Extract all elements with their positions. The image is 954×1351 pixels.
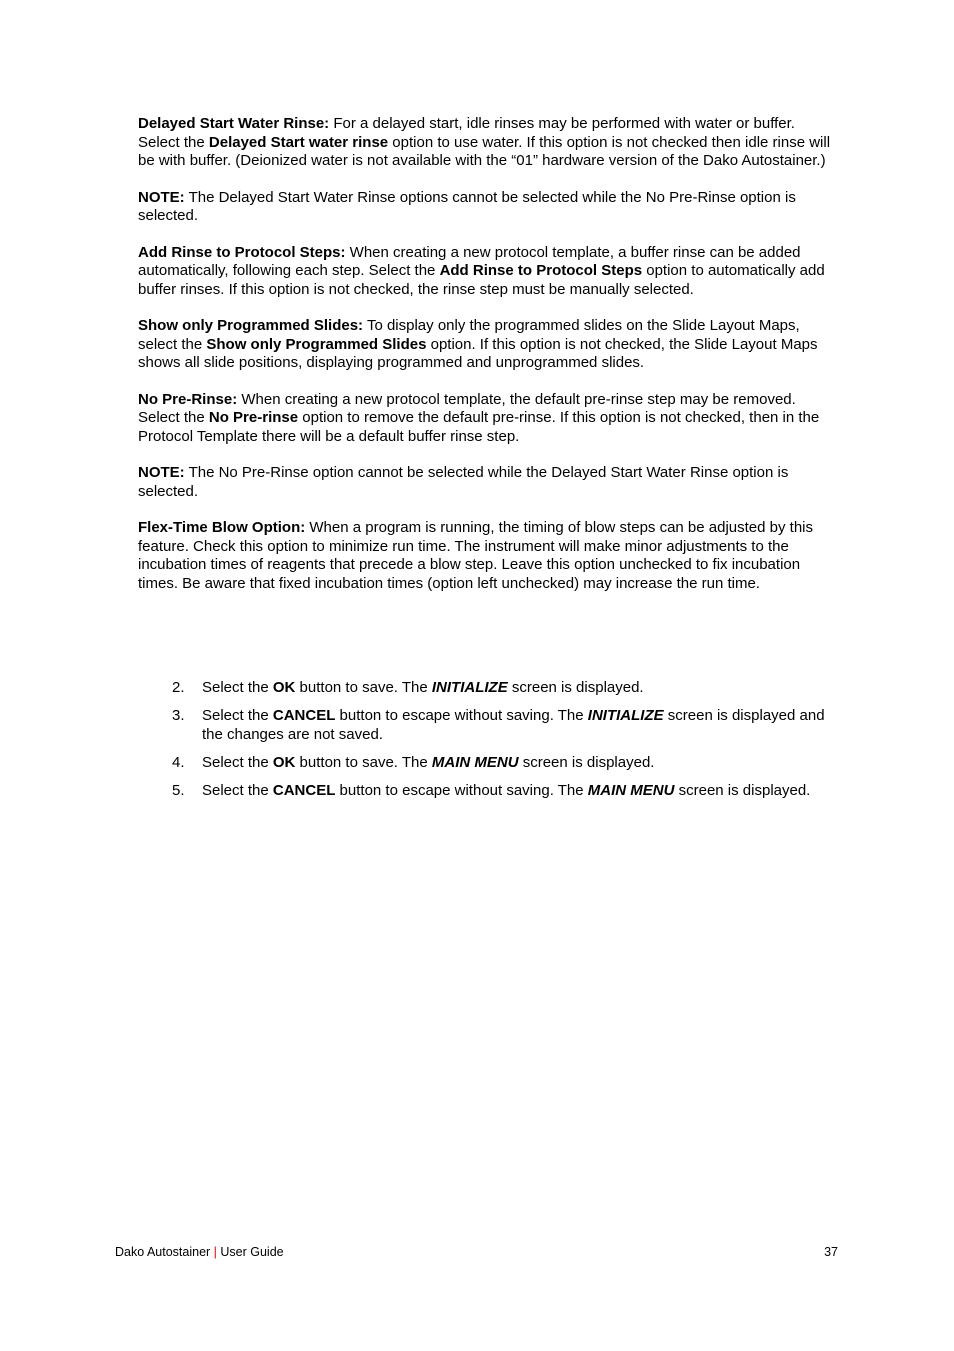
step-number: 5. <box>172 781 185 799</box>
paragraph-text: When creating a new protocol template, the default pre-rinse step may be removed. Select the <box>138 390 796 426</box>
paragraph-text: When a program is running, the timing of blow steps can be adjusted by this feature. Check this option to minimize run time. The instrument will make minor adjustments to the incubation times of reagents that precede a blow step. Leave this option unchecked to fix incubation times. Be aware that fixed incubation times (option left unchecked) may increase the run time. <box>138 519 814 592</box>
paragraph-text: option to use water. If this option is not checked then idle rinse will be with buffer. (Deionized water is not available with the “01” hardware version of the Dako Autostainer.) <box>138 133 831 169</box>
footer-product: Dako Autostainer <box>115 1245 214 1259</box>
paragraph-delayed-start-water-rinse <box>138 115 838 171</box>
paragraph-flex-time-blow <box>138 519 838 593</box>
list-item <box>138 679 838 698</box>
footer-doc: User Guide <box>216 1245 284 1259</box>
step-text: button to save. The <box>295 753 432 771</box>
paragraph-heading: Add Rinse to Protocol Steps: <box>138 243 346 261</box>
step-text: Select the <box>202 679 273 696</box>
step-text: button to escape without saving. The <box>335 781 588 799</box>
paragraph-heading: Show only Programmed Slides: <box>138 317 364 334</box>
screen-name: INITIALIZE <box>431 679 508 696</box>
step-text: screen is displayed. <box>507 679 644 696</box>
paragraph-text: The No Pre-Rinse option cannot be selected while the Delayed Start Water Rinse option is selected. <box>138 464 789 500</box>
paragraph-text: option to remove the default pre-rinse. If this option is not checked, then in the Protocol Template there will be a default buffer rinse step. <box>138 409 820 445</box>
numbered-steps-list <box>138 679 838 810</box>
screen-name: MAIN MENU <box>587 781 675 799</box>
list-item <box>138 707 838 744</box>
step-text: button to escape without saving. The <box>335 707 588 724</box>
step-text: button to save. The <box>295 679 432 696</box>
paragraph-text: When creating a new protocol template, a buffer rinse can be added automatically, following each step. Select the <box>138 243 801 279</box>
list-item <box>138 782 838 801</box>
footer-separator: | <box>213 1245 217 1259</box>
paragraph-note-2 <box>138 464 838 501</box>
screen-name: MAIN MENU <box>431 753 519 771</box>
step-text: Select the <box>202 753 273 771</box>
paragraph-heading: No Pre-Rinse: <box>138 390 238 408</box>
button-name: OK <box>272 753 296 771</box>
paragraph-text: To display only the programmed slides on the Slide Layout Maps, select the <box>138 317 800 353</box>
step-number: 3. <box>172 707 185 724</box>
button-name: OK <box>272 679 296 696</box>
paragraph-show-programmed-slides <box>138 317 838 373</box>
step-text: screen is displayed. <box>518 753 655 771</box>
step-number: 2. <box>172 679 185 696</box>
option-name: Show only Programmed Slides <box>206 335 427 353</box>
screen-name: INITIALIZE <box>587 707 664 724</box>
step-text: screen is displayed and the changes are not saved. <box>202 707 825 743</box>
page-number: 37 <box>824 1245 838 1259</box>
paragraph-text: For a delayed start, idle rinses may be performed with water or buffer. Select the <box>138 115 795 151</box>
step-text: screen is displayed. <box>674 781 811 799</box>
paragraph-heading: NOTE: <box>138 464 185 481</box>
paragraph-note-1 <box>138 189 838 226</box>
paragraph-text: option to automatically add buffer rinses. If this option is not checked, the rinse step must be manually selected. <box>138 262 825 298</box>
paragraph-no-pre-rinse <box>138 391 838 447</box>
list-item <box>138 754 838 773</box>
paragraph-text: The Delayed Start Water Rinse options cannot be selected while the No Pre-Rinse option is selected. <box>138 188 796 224</box>
button-name: CANCEL <box>272 781 336 799</box>
paragraph-heading: NOTE: <box>138 188 185 206</box>
footer-title <box>115 1244 284 1260</box>
paragraph-add-rinse <box>138 244 838 300</box>
document-body <box>138 115 838 611</box>
option-name: Delayed Start water rinse <box>208 133 389 151</box>
button-name: CANCEL <box>272 707 336 724</box>
paragraph-text: option. If this option is not checked, the Slide Layout Maps shows all slide positions, displaying programmed and unprogrammed slides. <box>138 335 818 371</box>
paragraph-heading: Flex-Time Blow Option: <box>138 519 306 536</box>
paragraph-heading: Delayed Start Water Rinse: <box>138 115 330 132</box>
step-text: Select the <box>202 781 273 799</box>
option-name: No Pre-rinse <box>208 409 299 426</box>
step-number: 4. <box>172 753 185 771</box>
option-name: Add Rinse to Protocol Steps <box>439 262 643 279</box>
step-text: Select the <box>202 707 273 724</box>
